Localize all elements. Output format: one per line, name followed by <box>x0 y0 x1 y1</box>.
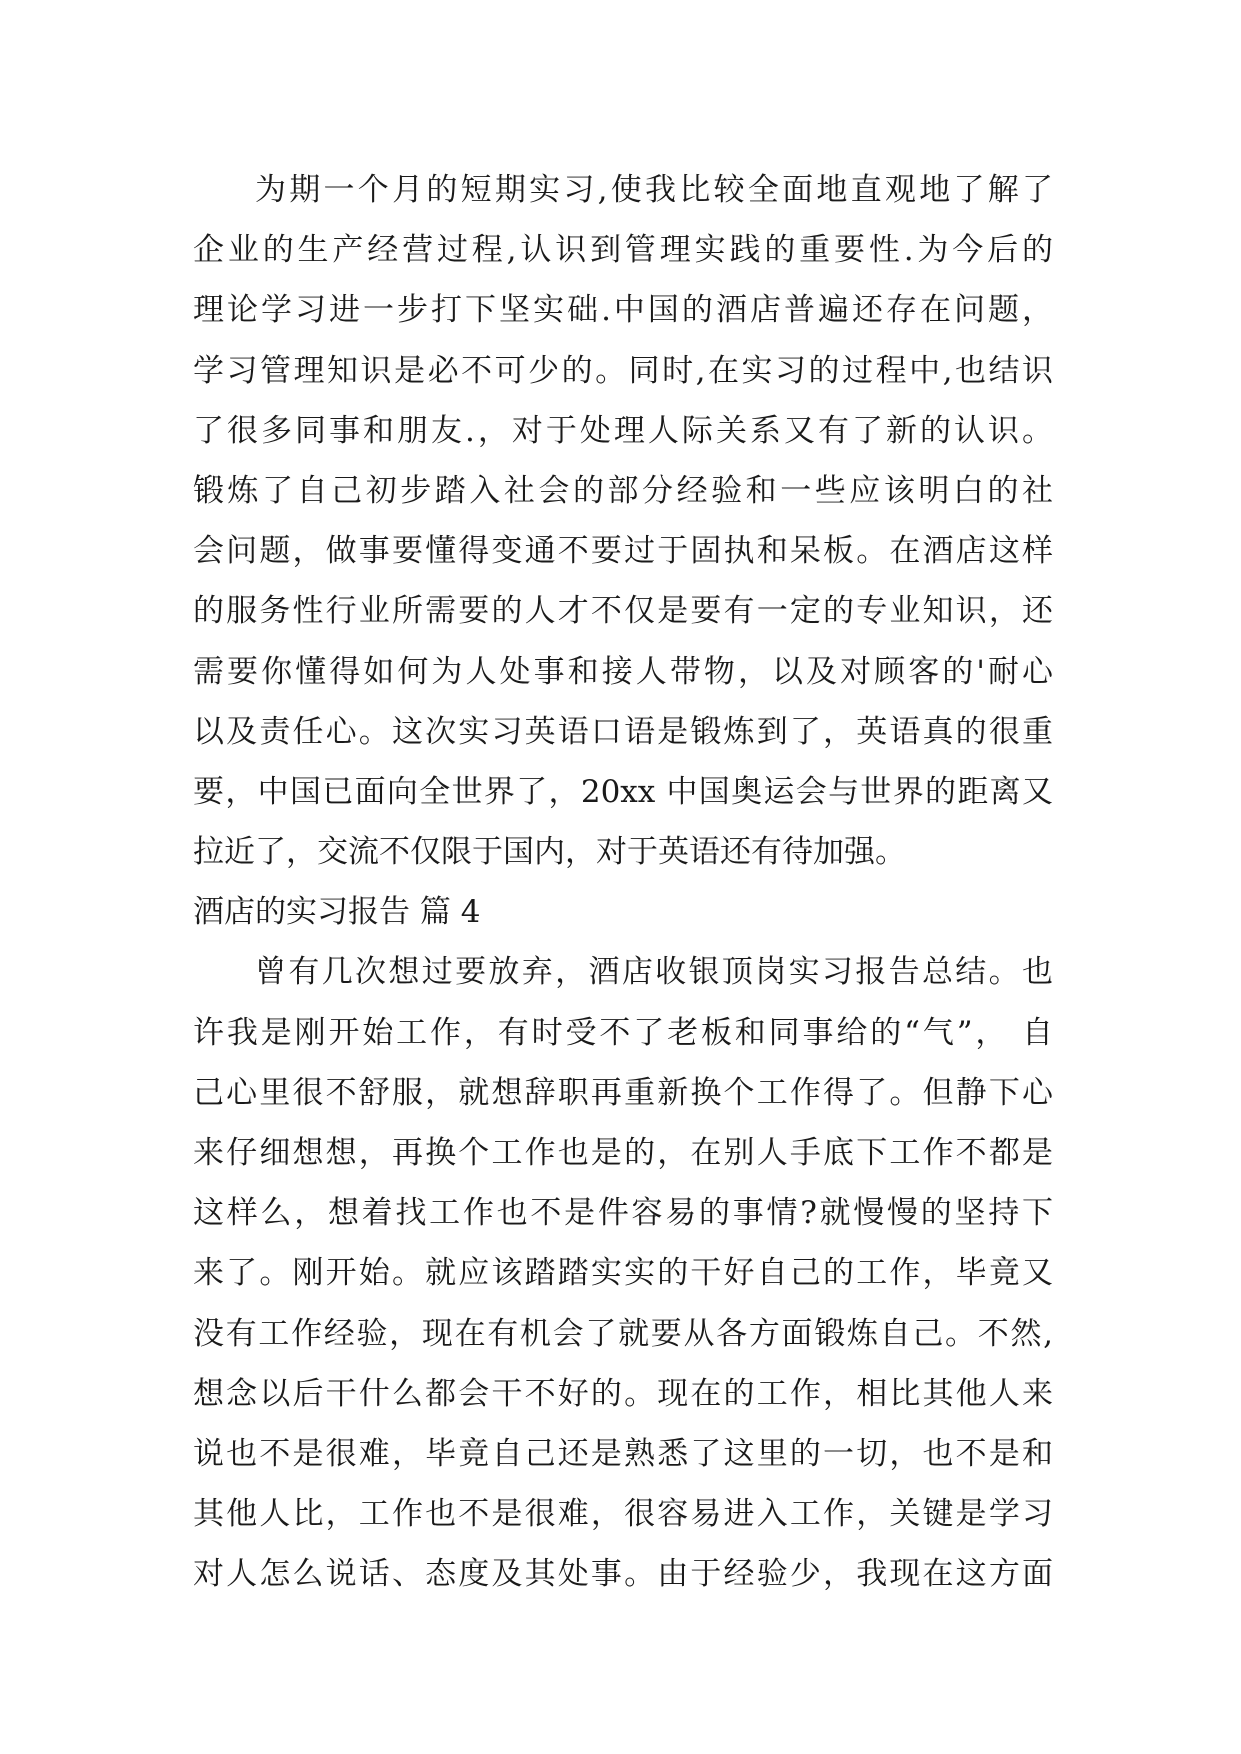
text-line: 己心里很不舒服，就想辞职再重新换个工作得了。但静下心 <box>193 1074 1053 1111</box>
text-line: 了很多同事和朋友.，对于处理人际关系又有了新的认识。 <box>193 412 1053 449</box>
document-body <box>193 160 1053 1605</box>
text-line: 来仔细想想，再换个工作也是的，在别人手底下工作不都是 <box>193 1135 1053 1171</box>
text-line: 为期一个月的短期实习,使我比较全面地直观地了解了 <box>255 172 1053 208</box>
text-line: 拉近了，交流不仅限于国内，对于英语还有待加强。 <box>193 834 906 871</box>
text-line: 其他人比，工作也不是很难，很容易进入工作，关键是学习 <box>193 1496 1053 1533</box>
paragraph-1 <box>193 160 1053 882</box>
text-line: 会问题，做事要懂得变通不要过于固执和呆板。在酒店这样 <box>193 533 1053 570</box>
text-line: 曾有几次想过要放弃，酒店收银顶岗实习报告总结。也 <box>255 954 1053 991</box>
text-line: 理论学习进一步打下坚实础.中国的酒店普遍还存在问题， <box>193 292 1053 329</box>
text-line: 想念以后干什么都会干不好的。现在的工作，相比其他人来 <box>193 1375 1053 1412</box>
text-line: 说也不是很难，毕竟自己还是熟悉了这里的一切，也不是和 <box>193 1435 1053 1472</box>
text-line: 需要你懂得如何为人处事和接人带物，以及对顾客的'耐心 <box>193 653 1053 690</box>
section-heading: 酒店的实习报告 篇 4 <box>193 894 481 931</box>
text-line: 许我是刚开始工作，有时受不了老板和同事给的“气”， 自 <box>193 1014 1053 1051</box>
text-line: 的服务性行业所需要的人才不仅是要有一定的专业知识，还 <box>193 593 1053 630</box>
text-line: 这样么，想着找工作也不是件容易的事情?就慢慢的坚持下 <box>193 1195 1053 1232</box>
text-line: 企业的生产经营过程,认识到管理实践的重要性.为今后的 <box>193 232 1053 269</box>
text-line: 要，中国已面向全世界了，20xx 中国奥运会与世界的距离又 <box>193 773 1053 810</box>
text-line: 来了。刚开始。就应该踏踏实实的干好自己的工作，毕竟又 <box>193 1255 1053 1292</box>
text-line: 对人怎么说话、态度及其处事。由于经验少，我现在这方面 <box>193 1556 1053 1593</box>
text-line: 没有工作经验，现在有机会了就要从各方面锻炼自己。不然, <box>193 1315 1053 1352</box>
text-line: 锻炼了自己初步踏入社会的部分经验和一些应该明白的社 <box>193 472 1053 509</box>
paragraph-2 <box>193 942 1053 1604</box>
text-line: 以及责任心。这次实习英语口语是锻炼到了，英语真的很重 <box>193 713 1053 750</box>
text-line: 学习管理知识是必不可少的。同时,在实习的过程中,也结识 <box>193 352 1053 389</box>
